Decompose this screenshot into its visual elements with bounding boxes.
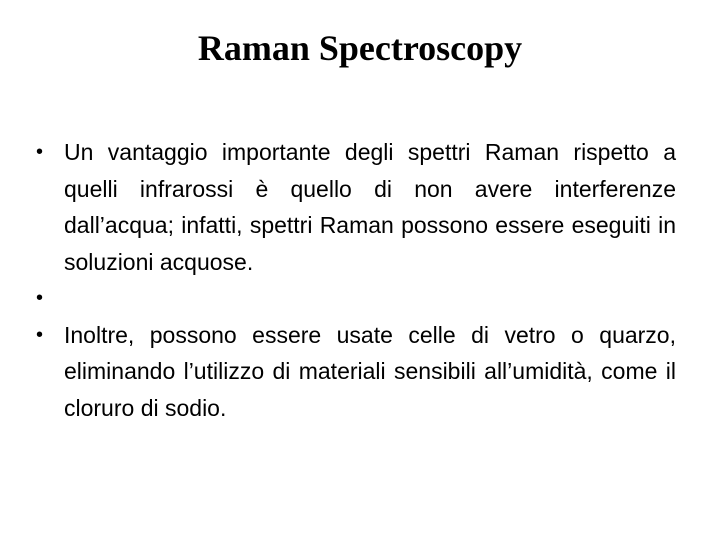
- bullet-item-empty: [36, 280, 676, 317]
- bullet-list: [36, 134, 676, 426]
- bullet-text: Inoltre, possono essere usate celle di vetro o quarzo, eliminando l’utilizzo di materiali sensibili all’umidità, come il cloruro di sodio.: [64, 321, 676, 421]
- slide-title: Raman Spectroscopy: [197, 28, 523, 68]
- bullet-marker: •: [36, 323, 44, 346]
- bullet-marker: •: [36, 287, 44, 309]
- bullet-marker: •: [36, 141, 44, 163]
- bullet-item: [36, 134, 676, 280]
- bullet-item: [36, 317, 676, 427]
- bullet-text: Un vantaggio importante degli spettri Raman rispetto a quelli infrarossi è quello di non avere interferenze dall’acqua; infatti, spettri Raman possono essere eseguiti in soluzioni acquose.: [64, 139, 676, 275]
